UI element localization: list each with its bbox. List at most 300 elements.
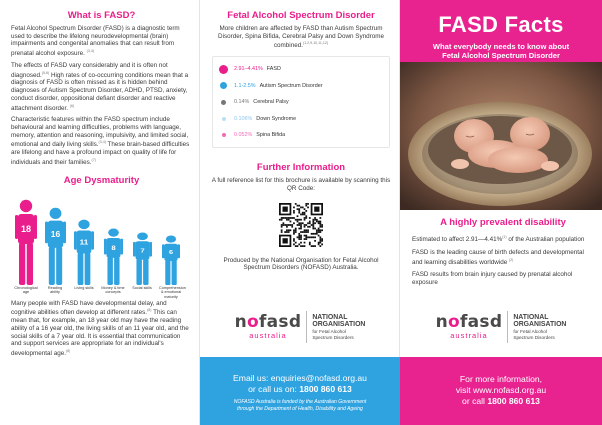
legend-percentage: 2.91–4.41% [234, 66, 263, 73]
qr-module [309, 241, 311, 243]
qr-module [312, 218, 314, 220]
phone-line [400, 396, 602, 407]
qr-module [291, 217, 293, 219]
qr-module [311, 233, 313, 235]
person-icon-part [15, 215, 18, 239]
legend-condition: Spina Bifida [256, 132, 286, 139]
person-icon-part [162, 244, 165, 258]
brain-injury-cause: FASD results from brain injury caused by prenatal alcohol exposure [412, 271, 573, 286]
legend-circle-icon [222, 133, 226, 137]
contact-box [200, 357, 400, 425]
qr-module [295, 229, 297, 231]
qr-module [305, 210, 307, 212]
legend-percentage: 1.1-2.5% [234, 82, 256, 89]
qr-module [305, 215, 307, 217]
qr-module [318, 229, 320, 231]
person-icon-part [56, 247, 62, 285]
legend-circle-icon [220, 82, 227, 89]
right-panel [400, 0, 602, 425]
qr-module [295, 241, 297, 243]
cover-subtitle-line: What everybody needs to know about [432, 42, 570, 51]
qr-module [298, 208, 300, 210]
email-link[interactable]: enquiries@nofasd.org.au [270, 373, 367, 383]
qr-module [302, 222, 304, 224]
qr-module [286, 225, 288, 227]
person-icon [74, 219, 94, 285]
leading-cause-text: FASD is the leading cause of birth defects and developmental and learning disabilities worldwide [412, 248, 584, 266]
qr-module [283, 222, 285, 224]
age-figure [44, 207, 66, 295]
reference-marker: (7) [91, 157, 96, 162]
qr-module [307, 225, 309, 227]
person-icon-part [91, 231, 94, 249]
legend-row [219, 94, 383, 111]
age-figure-label: Money & time concepts [101, 285, 125, 295]
qr-module [318, 220, 320, 222]
spectrum-intro [210, 25, 392, 50]
age-number: 16 [50, 228, 60, 239]
qr-module [309, 222, 311, 224]
logo-org-text [513, 314, 566, 340]
qr-module [319, 241, 321, 243]
logo-organisation: ORGANISATION [312, 321, 366, 329]
qr-module [284, 224, 286, 226]
qr-module [304, 213, 306, 215]
qr-module [321, 240, 323, 242]
qr-module [297, 215, 299, 217]
qr-module [316, 218, 318, 220]
logo-group [235, 311, 366, 343]
qr-module [314, 236, 316, 238]
legend-condition: Down Syndrome [256, 115, 297, 122]
person-icon-part [78, 252, 84, 284]
qr-module [307, 236, 309, 238]
funding-line: through the Department of Health, Disability and Ageing [237, 405, 363, 412]
qr-module [298, 227, 300, 229]
qr-module [304, 217, 306, 219]
diagnosis-text-cont: High rates of co-occurring conditions mean that a diagnosis of FASD is often missed as it is hidden behind diagnoses of Autism Spectrum Disorder, ADHD, PTSD, anxiety, conduct disorder, oppositional defiant disorder and reactive attachment disorder. [11, 71, 189, 112]
qr-module [286, 218, 288, 220]
qr-module [321, 238, 323, 240]
qr-module [304, 211, 306, 213]
person-icon-part [177, 244, 180, 258]
person-icon-part [108, 228, 119, 236]
qr-module [302, 211, 304, 213]
age-dysmaturity-heading: Age Dysmaturity [63, 174, 140, 186]
person-icon-part [165, 260, 170, 284]
logo-national: NATIONAL [513, 313, 549, 321]
reference-marker: (3,4) [98, 140, 106, 145]
qr-module [300, 224, 302, 226]
email-line [200, 373, 400, 384]
qr-module [300, 238, 302, 240]
logo-country: australia [450, 331, 488, 340]
legend-percentage: 0.052% [234, 132, 253, 139]
logo-organisation: ORGANISATION [513, 321, 567, 329]
age-figure [15, 199, 37, 295]
qr-module [309, 220, 311, 222]
logo-divider [306, 311, 307, 343]
legend-condition: Autism Spectrum Disorder [259, 82, 323, 89]
qr-module [314, 227, 316, 229]
logo-wordmark [436, 314, 503, 340]
qr-module [314, 245, 316, 247]
qr-module [300, 236, 302, 238]
qr-module [300, 245, 302, 247]
person-icon-part [20, 200, 32, 212]
qr-module [293, 206, 295, 208]
qr-module [283, 217, 285, 219]
qr-module [293, 238, 295, 240]
features-text: Characteristic features within the FASD spectrum include behavioural and learning difficulties, problems with language, memory, attention and reasoning, impulsivity, and limited social, emotional and daily living skills. [11, 116, 189, 149]
age-figure-label: Living skills [74, 285, 94, 290]
qr-module [290, 229, 292, 231]
qr-module [298, 233, 300, 235]
qr-module [312, 224, 314, 226]
prevalence-heading: A highly prevalent disability [440, 217, 566, 228]
qr-module [319, 240, 321, 242]
person-icon-part [166, 235, 176, 242]
qr-module [293, 240, 295, 242]
phone-label: or call [462, 396, 488, 406]
qr-module [319, 225, 321, 227]
person-icon [133, 232, 152, 285]
qr-module [318, 241, 320, 243]
dysmaturity-text-cont: This can mean that, for example, an 18 year old may have the reading ability of a 16 year old, the living skills of an 11 year old, and the social skills of a 7 year old. It is essential that communication and support services are appropriate for an individual's developmental age. [11, 309, 189, 358]
legend-row [219, 78, 383, 95]
logo-letter-accent: o [447, 312, 460, 332]
logo-letter: n [435, 312, 448, 332]
diagnosis-paragraph [11, 62, 192, 112]
qr-module [312, 245, 314, 247]
qr-module [307, 203, 309, 205]
qr-module [304, 241, 306, 243]
qr-module [305, 224, 307, 226]
qr-module [321, 243, 323, 245]
qr-module [290, 220, 292, 222]
person-icon [15, 199, 37, 285]
age-figure [131, 232, 153, 295]
person-icon-part [114, 257, 119, 285]
prevalence-estimate [412, 234, 594, 244]
person-icon [45, 207, 66, 285]
qr-module [300, 227, 302, 229]
legend-row [219, 127, 383, 144]
person-icon-part [136, 259, 141, 285]
qr-module [314, 217, 316, 219]
qr-module [281, 218, 283, 220]
qr-module [300, 218, 302, 220]
person-icon-part [27, 243, 33, 285]
qr-module [288, 218, 290, 220]
phone-label: or call us on: [248, 384, 300, 394]
qr-module [312, 227, 314, 229]
qr-module [319, 222, 321, 224]
legend-circle-icon [222, 117, 226, 121]
qr-module [284, 231, 286, 233]
qr-module [302, 245, 304, 247]
qr-module [312, 225, 314, 227]
qr-module [307, 206, 309, 208]
person-icon-part [78, 219, 89, 229]
qr-module [297, 236, 299, 238]
age-figure [73, 219, 95, 295]
qr-code[interactable] [279, 203, 323, 247]
person-icon-part [172, 260, 177, 284]
logo-org-text [312, 314, 365, 340]
qr-module [314, 222, 316, 224]
person-icon-part [137, 232, 148, 240]
qr-module [305, 236, 307, 238]
left-panel [0, 0, 200, 425]
legend-condition: Cerebral Palsy [253, 99, 289, 106]
prevalence-estimate-text: Estimated to affect 2.91—4.41% [412, 236, 503, 244]
qr-module [321, 225, 323, 227]
qr-module [293, 217, 295, 219]
more-info-line: For more information, [459, 374, 543, 384]
qr-module [297, 224, 299, 226]
qr-module [316, 220, 318, 222]
qr-module [321, 229, 323, 231]
qr-module [309, 225, 311, 227]
qr-module [295, 218, 297, 220]
qr-module [283, 238, 288, 243]
qr-module [319, 220, 321, 222]
qr-module [319, 224, 321, 226]
qr-module [304, 245, 306, 247]
age-number: 6 [168, 249, 174, 256]
qr-module [304, 208, 306, 210]
logo-text [235, 314, 302, 330]
definition-paragraph [11, 25, 192, 58]
person-icon-part [19, 243, 25, 285]
dysmaturity-text: Many people with FASD have developmental delay, and cognitive abilities often develop at different rates. [11, 299, 167, 317]
logo-group [436, 311, 567, 343]
person-icon-part [133, 242, 136, 257]
qr-module [293, 231, 295, 233]
qr-module [314, 233, 316, 235]
website-line [400, 385, 602, 396]
qr-module [307, 229, 309, 231]
age-figure-label: Reading ability [47, 285, 63, 295]
logo-country: australia [249, 331, 287, 340]
qr-module [318, 243, 320, 245]
reference-marker: (8) [147, 308, 152, 313]
qr-module [295, 231, 297, 233]
qr-module [286, 229, 288, 231]
legend-circle-icon [219, 65, 228, 74]
qr-module [314, 206, 319, 211]
logo-sub-line: Spectrum Disorders [513, 334, 555, 340]
qr-module [319, 229, 321, 231]
age-figure-label: Chronological age [14, 285, 38, 295]
qr-module [288, 229, 290, 231]
age-figure-label: Comprehension & emotional maturity [159, 285, 186, 299]
qr-module [304, 229, 306, 231]
qr-module [305, 217, 307, 219]
logo-national: NATIONAL [312, 313, 348, 321]
qr-module [297, 218, 299, 220]
qr-module [302, 213, 304, 215]
age-number: 7 [139, 247, 145, 254]
qr-module [283, 206, 288, 211]
qr-module [304, 218, 306, 220]
qr-module [321, 224, 323, 226]
prevalence-comparison-legend [212, 56, 390, 148]
qr-module [309, 236, 311, 238]
definition-text: Fetal Alcohol Spectrum Disorder (FASD) is a diagnostic term used to describe the lifelong neurodevelopmental (brain) impairments and congenital anomalies that can result from prenatal alcohol exposure. [11, 25, 180, 58]
what-is-fasd-heading: What is FASD? [67, 10, 136, 21]
legend-circle-icon [221, 100, 226, 105]
age-number: 18 [20, 223, 32, 234]
qr-module [291, 225, 293, 227]
qr-module [283, 224, 285, 226]
cover-title: FASD Facts [438, 12, 564, 37]
qr-module [290, 224, 292, 226]
qr-module [288, 224, 290, 226]
person-icon-part [120, 238, 123, 254]
funding-note [200, 399, 400, 412]
qr-module [295, 245, 297, 247]
qr-module [304, 225, 306, 227]
reference-marker: (1) [502, 235, 507, 239]
qr-module [298, 224, 300, 226]
qr-module [293, 233, 295, 235]
cover-subtitle [400, 43, 602, 61]
reference-marker: (6) [69, 103, 75, 108]
qr-module [319, 231, 321, 233]
phone-number[interactable]: 1800 860 613 [487, 396, 540, 406]
person-icon [162, 235, 180, 285]
qr-module [309, 217, 311, 219]
qr-module [281, 217, 283, 219]
age-figure [159, 235, 186, 299]
qr-module [293, 211, 295, 213]
nofasd-logo [400, 297, 602, 357]
qr-module [307, 222, 309, 224]
qr-module [298, 234, 300, 236]
person-icon-part [85, 252, 91, 284]
website-link[interactable]: www.nofasd.org.au [473, 385, 547, 395]
qr-module [305, 229, 307, 231]
phone-number[interactable]: 1800 860 613 [299, 384, 352, 394]
qr-module [297, 220, 299, 222]
reference-marker: (2) [508, 257, 514, 262]
logo-text [436, 314, 503, 330]
qr-module [297, 208, 299, 210]
qr-module [316, 233, 318, 235]
age-figure-label: Social skills [132, 285, 152, 290]
qr-module [307, 231, 309, 233]
qr-module [298, 238, 300, 240]
qr-module [300, 213, 302, 215]
phone-line [200, 384, 400, 395]
qr-module [319, 236, 321, 238]
qr-module [316, 229, 318, 231]
qr-module [298, 222, 300, 224]
person-icon-part [34, 215, 37, 239]
more-information-box [400, 357, 602, 425]
qr-module [305, 203, 307, 205]
middle-panel [200, 0, 400, 425]
qr-module [309, 243, 311, 245]
reference-marker: (3,4) [86, 49, 95, 54]
qr-module [286, 231, 288, 233]
qr-module [305, 238, 307, 240]
qr-module [318, 227, 320, 229]
age-number: 11 [79, 237, 89, 246]
qr-module [304, 238, 306, 240]
legend-row [219, 111, 383, 128]
features-paragraph [11, 116, 192, 166]
qr-module [298, 218, 300, 220]
qr-module [300, 222, 302, 224]
qr-module [298, 236, 300, 238]
legend-percentage: 0.106% [234, 115, 253, 122]
qr-module [319, 217, 321, 219]
further-information-heading: Further Information [256, 162, 346, 174]
qr-module [297, 204, 299, 206]
person-icon-part [48, 247, 54, 285]
website-label: visit [455, 385, 474, 395]
qr-module [290, 217, 292, 219]
qr-code-wrapper [210, 203, 392, 247]
leading-cause [412, 249, 594, 267]
qr-module [302, 206, 304, 208]
logo-letter-accent: o [246, 312, 259, 332]
qr-module [281, 229, 283, 231]
age-number: 8 [110, 245, 116, 252]
qr-module [312, 222, 314, 224]
qr-module [293, 243, 295, 245]
logo-sub-line: for Fetal Alcohol [513, 329, 547, 335]
qr-module [312, 220, 314, 222]
reference-marker: (1,2,9,10,11,12) [302, 41, 329, 46]
person-icon-part [74, 231, 77, 249]
logo-letters: fasd [459, 312, 503, 332]
qr-module [319, 238, 321, 240]
qr-module [298, 211, 300, 213]
age-figure [102, 228, 124, 295]
produced-by-text: Produced by the National Organisation for Fetal Alcohol Spectrum Disorders (NOFASD) Australia. [223, 256, 379, 272]
age-dysmaturity-figures [11, 188, 192, 299]
qr-module [318, 231, 320, 233]
email-label: Email us: [233, 373, 271, 383]
qr-module [314, 240, 316, 242]
qr-module [293, 210, 295, 212]
qr-module [311, 224, 313, 226]
qr-module [300, 225, 302, 227]
further-information-text: A full reference list for this brochure is available by scanning this QR Code: [211, 177, 391, 192]
qr-module [295, 203, 297, 205]
person-icon-part [143, 259, 148, 285]
spectrum-intro-text: More children are affected by FASD than Autism Spectrum Disorder, Spina Bifida, Cerebral Palsy and Down Syndrome combined. [218, 25, 384, 50]
qr-module [314, 218, 316, 220]
logo-letter: n [234, 312, 247, 332]
qr-module [286, 217, 288, 219]
newborn-twins-photo [400, 62, 602, 210]
cover-subtitle-line: Fetal Alcohol Spectrum Disorder [442, 50, 560, 60]
qr-module [305, 231, 307, 233]
person-icon-part [62, 221, 65, 243]
qr-module [288, 217, 290, 219]
qr-module [319, 245, 321, 247]
person-icon-part [149, 242, 152, 257]
features-text-cont: These brain-based difficulties are lifelong and have a profound impact on quality of life for individuals and their families. [11, 141, 190, 167]
qr-module [281, 225, 283, 227]
qr-module [316, 231, 318, 233]
qr-module [279, 218, 281, 220]
